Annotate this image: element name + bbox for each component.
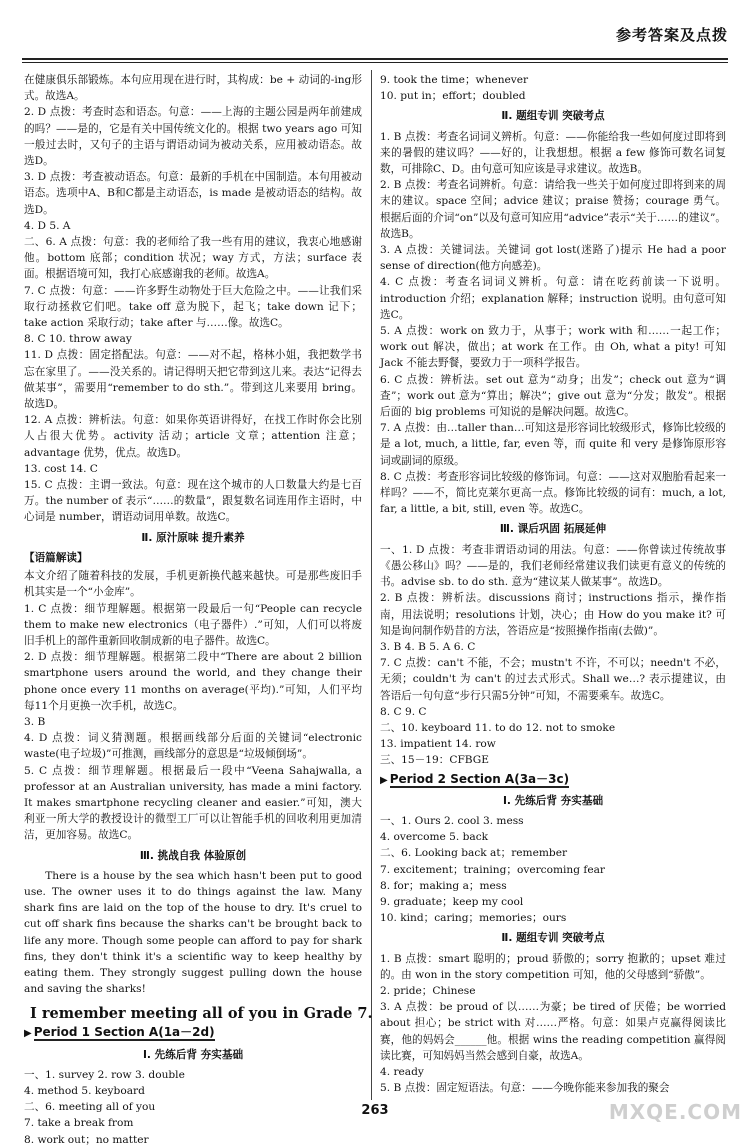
answer-line: 2. pride；Chinese [380, 984, 476, 997]
answer-line: 4. ready [380, 1065, 424, 1078]
period-1-subheading: Ⅰ. 先练后背 夯实基础 [142, 1048, 244, 1061]
triangle-icon: ▶ [24, 1028, 32, 1040]
period-2-section-2-answers [380, 951, 726, 1097]
left-column [24, 72, 373, 1148]
answer-line: 8. C 10. throw away [24, 333, 132, 346]
answer-line: 15. C 点拨：主谓一致法。句意：现在这个城市的人口数量大约是七百万。the number of 表示“……的数量”，跟复数名词连用作主语时，中心词是 number，谓语动词用单数。故选C。 [24, 479, 362, 524]
answer-line: 二、6. Looking back at；remember [380, 847, 568, 860]
answer-line: 4. D 5. A [24, 219, 71, 232]
unit-title: I remember meeting all of you in Grade 7. [30, 1004, 373, 1022]
answer-line: 9. took the time；whenever [380, 74, 529, 86]
answer-line: 7. C 点拨：句意：——许多野生动物处于巨大危险之中。——让我们采取行动拯救它们吧。take off 意为脱下，起飞；take down 记下；take action 采取行动；take after 与……像。故选C。 [24, 284, 362, 330]
answer-line: 8. C 9. C [380, 705, 427, 718]
period-2-title-text: Period 2 Section A(3a－3c) [389, 771, 570, 786]
answer-line: 二、6. meeting all of you [24, 1101, 156, 1114]
answer-line: 6. C 点拨：辨析法。set out 意为“动身；出发”；check out 意为“调查”；work out 意为“算出；解决”；give out 意为“分发；散发”。根据后面的 big problems 可知说的是解决问题。故选C。 [380, 373, 726, 419]
answer-line: 7. take a break from [24, 1117, 134, 1130]
answer-line: 5. B 点拨：固定短语法。句意：——今晚你能来参加我的聚会 [380, 1082, 670, 1095]
reading-answers [24, 568, 362, 843]
page-header [0, 0, 750, 60]
answer-line: 二、6. A 点拨：句意：我的老师给了我一些有用的建议，我衷心地感谢他。bottom 底部；condition 状况；way 方式，方法；surface 表面。根据语境可知，我打心底感谢我的老师。故选A。 [24, 236, 362, 281]
right-top-answers [380, 72, 726, 104]
answer-line: 一、1. D 点拨：考查非谓语动词的用法。句意：——你曾读过传统故事《愚公移山》吗？——是的，我们老师经常建议我们读更有意义的传统的书。advise sb. to do sth. 意为“建议某人做某事”。故选D。 [380, 543, 726, 589]
answer-line: 5. A 点拨：work on 致力于，从事于；work with 和……一起工作；work out 解决，做出；at work 在工作。由 Oh, what a pity! 可知 Jack 不能去野餐，要致力于一项科学报告。 [380, 325, 726, 370]
answer-line: 本文介绍了随着科技的发展，手机更新换代越来越快。可是那些废旧手机其实是一个“小金库”。 [24, 570, 362, 599]
period-2-section-heading-2: Ⅱ. 题组专训 突破考点 [501, 932, 605, 945]
answer-line: 13. impatient 14. row [380, 738, 496, 751]
period-2-title [380, 771, 726, 789]
answer-line: 4. D 点拨：词义猜测题。根据画线部分后面的关键词“electronic waste(电子垃圾)”可推测，画线部分的意思是“垃圾倾倒场”。 [24, 732, 362, 761]
answer-line: 12. A 点拨：辨析法。句意：如果你英语讲得好，在找工作时你会比别人占很大优势。activity 活动；article 文章；attention 注意；advantage 优势，优点。故选D。 [24, 414, 362, 459]
answer-line: 一、1. Ours 2. cool 3. mess [380, 814, 524, 827]
answer-line: 三、15－19：CFBGE [380, 754, 489, 767]
answer-line: 3. B 4. B 5. A 6. C [380, 640, 476, 653]
section-heading-3: Ⅲ. 挑战自我 体验原创 [139, 849, 247, 862]
answer-line: 7. C 点拨：can't 不能，不会；mustn't 不许，不可以；needn't 不必，无须；couldn't 为 can't 的过去式形式。Shall we…? 表示提建议，由答语后一句句意“步行只需5分钟”可知，不需要乘车。故选C。 [380, 657, 726, 702]
left-intro [24, 72, 362, 526]
answer-line: 2. D 点拨：细节理解题。根据第二段中“There are about 2 billion smartphone users around the world, and they change their phone once every 11 months on average(平均).”可知，人们平均每11个月更换一次手机，故选C。 [24, 651, 362, 712]
answer-line: 10. kind；caring；memories；ours [380, 912, 567, 925]
section-heading-2: Ⅱ. 原汁原味 提升素养 [141, 531, 245, 544]
answer-line: 在健康俱乐部锻炼。本句应用现在进行时，其构成：be + 动词的-ing形式。故选A。 [24, 74, 362, 103]
answer-line: 3. D 点拨：考查被动语态。句意：最新的手机在中国制造。本句用被动语态。选项中A、B和C都是主动语态，is made 是被动语态的结构。故选D。 [24, 171, 362, 216]
unit-heading [24, 1004, 373, 1022]
answer-line: 8. work out；no matter [24, 1133, 149, 1146]
period-1-title-text: Period 1 Section A(1a－2d) [33, 1025, 215, 1040]
answer-line: 7. A 点拨：由…taller than…可知这是形容词比较级形式，修饰比较级的是 a lot, much, a little, far, even 等，而 quite 和 very 是修饰原形容词或副词的原级。 [380, 422, 726, 467]
answer-line: 1. C 点拨：细节理解题。根据第一段最后一句“People can recycle them to make new electronics（电子器件）.”可知，人们可以将废旧手机上的部件重新回收制成新的电子器件。故选C。 [24, 602, 362, 647]
right-column [380, 72, 726, 1096]
column-divider [371, 70, 372, 1100]
period-1-title [24, 1024, 362, 1042]
passage-text: There is a house by the sea which hasn't been put to good use. The owner uses it to do things against the law. Many shark fins are laid on the top of the house to dry. It's cruel to cut off shark fins because the sharks can't be brought back to life any more. Though some people can afford to pay for shark fins, they don't think it's a scientific way to keep healthy by eating them. They strongly suggest pulling down the house and saving the sharks! [24, 869, 362, 996]
answer-line: 1. B 点拨：smart 聪明的；proud 骄傲的；sorry 抱歉的；upset 难过的。由 won in the story competition 可知，他的父母感到“骄傲”。 [380, 952, 726, 981]
answer-line: 4. C 点拨：考查名词词义辨析。句意：请在吃药前读一下说明。introduction 介绍；explanation 解释；instruction 说明。由句意可知选C。 [380, 276, 726, 321]
reading-label: 【语篇解读】 [24, 551, 88, 564]
right-section-heading-2: Ⅱ. 题组专训 突破考点 [501, 110, 605, 123]
right-section-2-answers [380, 129, 726, 518]
answer-line: 13. cost 14. C [24, 462, 98, 475]
header-rule-thick [22, 58, 728, 60]
right-section-3-answers [380, 542, 726, 769]
answer-line: 3. A 点拨：be proud of 以……为豪；be tired of 厌倦；be worried about 担心；be strict with 对……严格。句意：如果卢克赢得阅读比赛，他的妈妈会______他。根据 wins the reading competition 赢得阅读比赛，可知妈妈当然会感到自豪，故选A。 [380, 1001, 726, 1062]
watermark: MXQE.COM [608, 1100, 742, 1124]
answer-line: 2. B 点拨：考查名词辨析。句意：请给我一些关于如何度过即将到来的周末的建议。space 空间；advice 建议；praise 赞扬；courage 勇气。根据后面的介词“on”以及句意可知应用“advice”表示“关于……的建议”。故选B。 [380, 179, 726, 240]
answer-line: 8. for；making a；mess [380, 879, 507, 892]
right-section-heading-3: Ⅲ. 课后巩固 拓展延伸 [499, 523, 607, 536]
answer-line: 一、1. survey 2. row 3. double [24, 1068, 185, 1081]
answer-line: 8. C 点拨：考查形容词比较级的修饰词。句意：——这对双胞胎看起来一样吗？——不，简比克莱尔更高一点。修饰比较级的词有：much, a lot, far, a little, a bit, still, even 等。故选C。 [380, 470, 726, 516]
header-rule-thin [22, 62, 728, 63]
period-2-subheading: Ⅰ. 先练后背 夯实基础 [502, 794, 604, 807]
answer-line: 1. B 点拨：考查名词词义辨析。句意：——你能给我一些如何度过即将到来的暑假的建议吗？——好的，让我想想。根据 a few 修饰可数名词复数，可排除C、D。由句意可知应该是寻求建议。故选B。 [380, 130, 726, 176]
answer-line: 3. A 点拨：关键词法。关键词 got lost(迷路了)提示 He had a poor sense of direction(他方向感差)。 [380, 244, 726, 273]
answer-line: 4. overcome 5. back [380, 831, 489, 844]
answer-line: 2. B 点拨：辨析法。discussions 商讨；instructions 指示，操作指南，用法说明；resolutions 计划，决心；由 How do you make it? 可知是询问制作奶昔的方法，答语应是“按照操作指南(去做)”。 [380, 592, 726, 637]
answer-line: 4. method 5. keyboard [24, 1084, 145, 1097]
answer-line: 5. C 点拨：细节理解题。根据最后一段中“Veena Sahajwalla, a professor at an Australian university, has made a mini factory. It makes smartphone recycling cleaner and easier.”可知，澳大利亚一所大学的教授设计的微型工厂可以让智能手机的回收利用更加清洁，更加容易。故选C。 [24, 764, 362, 842]
page-number: 263 [361, 1103, 389, 1118]
triangle-icon: ▶ [380, 774, 388, 786]
answer-line: 10. put in；effort；doubled [380, 90, 526, 103]
answer-line: 3. B [24, 715, 46, 728]
answer-line: 11. D 点拨：固定搭配法。句意：——对不起，格林小姐，我把数学书忘在家里了。——没关系的。请记得明天把它带到这儿来。表达“记得去做某事”，需要用“remember to do sth.”。带到这儿来要用 bring。故选D。 [24, 349, 362, 411]
header-title: 参考答案及点拨 [615, 26, 728, 44]
answer-line: 二、10. keyboard 11. to do 12. not to smoke [380, 721, 616, 734]
period-2-answers [380, 813, 726, 926]
answer-line: 9. graduate；keep my cool [380, 895, 524, 908]
answer-line: 7. excitement；training；overcoming fear [380, 863, 605, 876]
answer-line: 2. D 点拨：考查时态和语态。句意：——上海的主题公园是两年前建成的吗？——是的，它是有关中国传统文化的。根据 two years ago 可知一般过去时，又句子的主语与谓语动词为被动关系，应用被动语态。故选D。 [24, 106, 362, 168]
